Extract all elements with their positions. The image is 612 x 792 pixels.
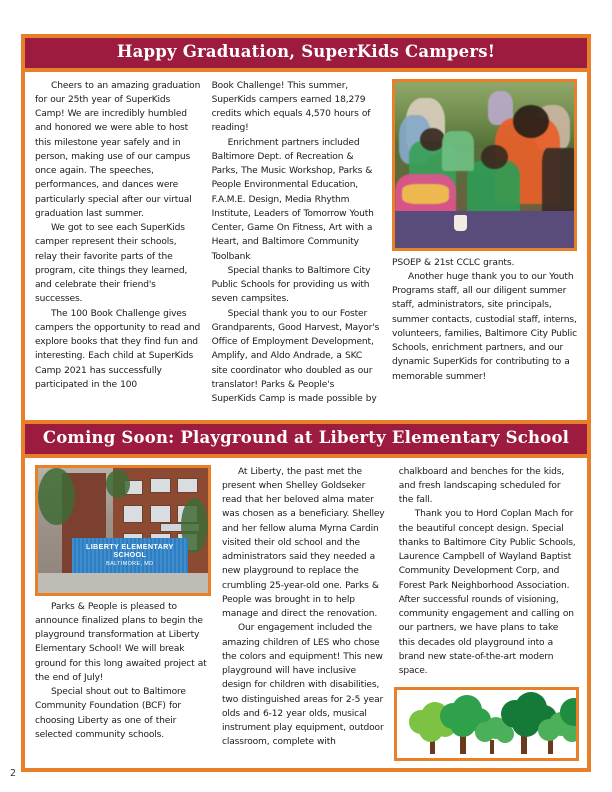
photo-window	[150, 478, 171, 494]
trees-illustration	[394, 687, 579, 761]
paragraph: We got to see each SuperKids camper represent their schools, relay their favorite parts of the program, cite things they learned, and celebrate their friend's successes.	[35, 223, 188, 305]
photo-child-green-shirt	[442, 131, 474, 171]
photo-school-name-banner	[72, 538, 188, 573]
photo-window	[150, 505, 171, 523]
photo-sidewalk	[38, 573, 208, 593]
paragraph: Another huge thank you to our Youth Programs staff, all our diligent summer staff, administrators, site principals, summer contacts, custodial staff, interns, volunteers, families, Baltimore City Public Schools, enrichment partners, and our dynamic SuperKids for contributing to a memorable summer!	[392, 271, 577, 382]
page-number: 2	[10, 768, 17, 779]
paragraph: Our engagement included the amazing children of LES who chose the colors and equipment! This new playground will have inclusive design for children with disabilities, two distinguished areas for 2-5 year olds and 6-12 year olds, musical instrument play equipment, outdoor classroom, complete with	[222, 623, 384, 748]
superkids-camp-photo	[392, 79, 577, 251]
section-happy-graduation	[21, 34, 591, 424]
graduation-columns	[25, 72, 587, 413]
graduation-column-2	[212, 79, 381, 407]
paragraph: Thank you to Hord Coplan Mach for the beautiful concept design. Special thanks to Baltimore City Public Schools, Laurence Campbell of Wayland Baptist Community Development Corp, and Forest Park Neighborhood Association. After successful rounds of visioning, community engagement and calling on our partners, we have plans to take this decades old playground into a brand new state-of-the-art modern space.	[398, 509, 576, 676]
graduation-body	[25, 72, 587, 413]
photo-child-head	[481, 145, 508, 170]
playground-column-2	[222, 465, 388, 750]
paragraph: Cheers to an amazing graduation for our 25th year of SuperKids Camp! We are incredibly humbled and honored we were able to host this milestone year safely and in person, making use of our campus once again. The speeches, performances, and dances were particularly special after our virtual graduation last summer.	[35, 80, 201, 219]
paragraph: Special thanks to Baltimore City Public Schools for providing us with seven campsites.	[211, 265, 371, 305]
banner-line-1: LIBERTY ELEMENTARY SCHOOL	[85, 542, 174, 560]
section-header-coming-soon-playground: Coming Soon: Playground at Liberty Elementary School	[25, 424, 587, 458]
playground-column-1	[35, 465, 211, 750]
photo-foliage	[106, 470, 130, 498]
photo-adult-head	[513, 105, 549, 138]
photo-table	[395, 211, 574, 248]
banner-line-2: BALTIMORE, MD	[106, 560, 154, 567]
photo-window	[123, 505, 144, 523]
paragraph: Enrichment partners included Baltimore Dept. of Recreation & Parks, The Music Workshop, Parks & People Environmental Education, F.A.M.E. Design, Media Rhythm Institute, Leaders of Tomorrow Youth Center, Game On Fitness, Art with a Heart, and Baltimore Community Toolbank	[211, 137, 374, 262]
trees-svg	[397, 690, 576, 758]
photo-figure-accent	[402, 184, 449, 204]
graduation-column-1	[35, 79, 201, 407]
paragraph: PSOEP & 21st CCLC grants.	[392, 257, 515, 268]
paragraph: Book Challenge! This summer, SuperKids campers earned 18,279 credits which equals 4,570 hours of reading!	[211, 80, 371, 134]
paragraph: Special thank you to our Foster Grandparents, Good Harvest, Mayor's Office of Employment Development, Amplify, and Aldo Andrade, a SKC site coordinator who doubled as our translator! Parks & People's SuperKids Camp is made possible by	[211, 308, 380, 404]
paragraph: chalkboard and benches for the kids, and fresh landscaping scheduled for the fall.	[398, 466, 565, 505]
paragraph: The 100 Book Challenge gives campers the opportunity to read and explore books that they find fun and interesting. Each child at SuperKids Camp 2021 has successfully participated in the 100	[35, 308, 201, 390]
liberty-elementary-school-photo	[35, 465, 211, 596]
section-coming-soon-playground	[21, 420, 591, 772]
graduation-column-3	[392, 79, 577, 407]
paragraph: Parks & People is pleased to announce finalized plans to begin the playground transformation at Liberty Elementary School! We will break ground for this long awaited project at the end of July!	[35, 601, 207, 683]
photo-cup	[454, 215, 467, 231]
photo-window	[177, 478, 198, 494]
paragraph: Special shout out to Baltimore Community Foundation (BCF) for choosing Liberty as one of their selected community schools.	[35, 687, 186, 740]
paragraph: At Liberty, the past met the present when Shelley Goldseker read that her beloved alma mater was chosen as a beneficiary. Shelley and her fellow aluma Myrna Cardin visited their old school and the administrators said they needed a new playground to replace the crumbling 25-year-old one. Parks & People was brought in to help manage and direct the renovation.	[222, 466, 385, 619]
section-header-happy-graduation: Happy Graduation, SuperKids Campers!	[25, 38, 587, 72]
